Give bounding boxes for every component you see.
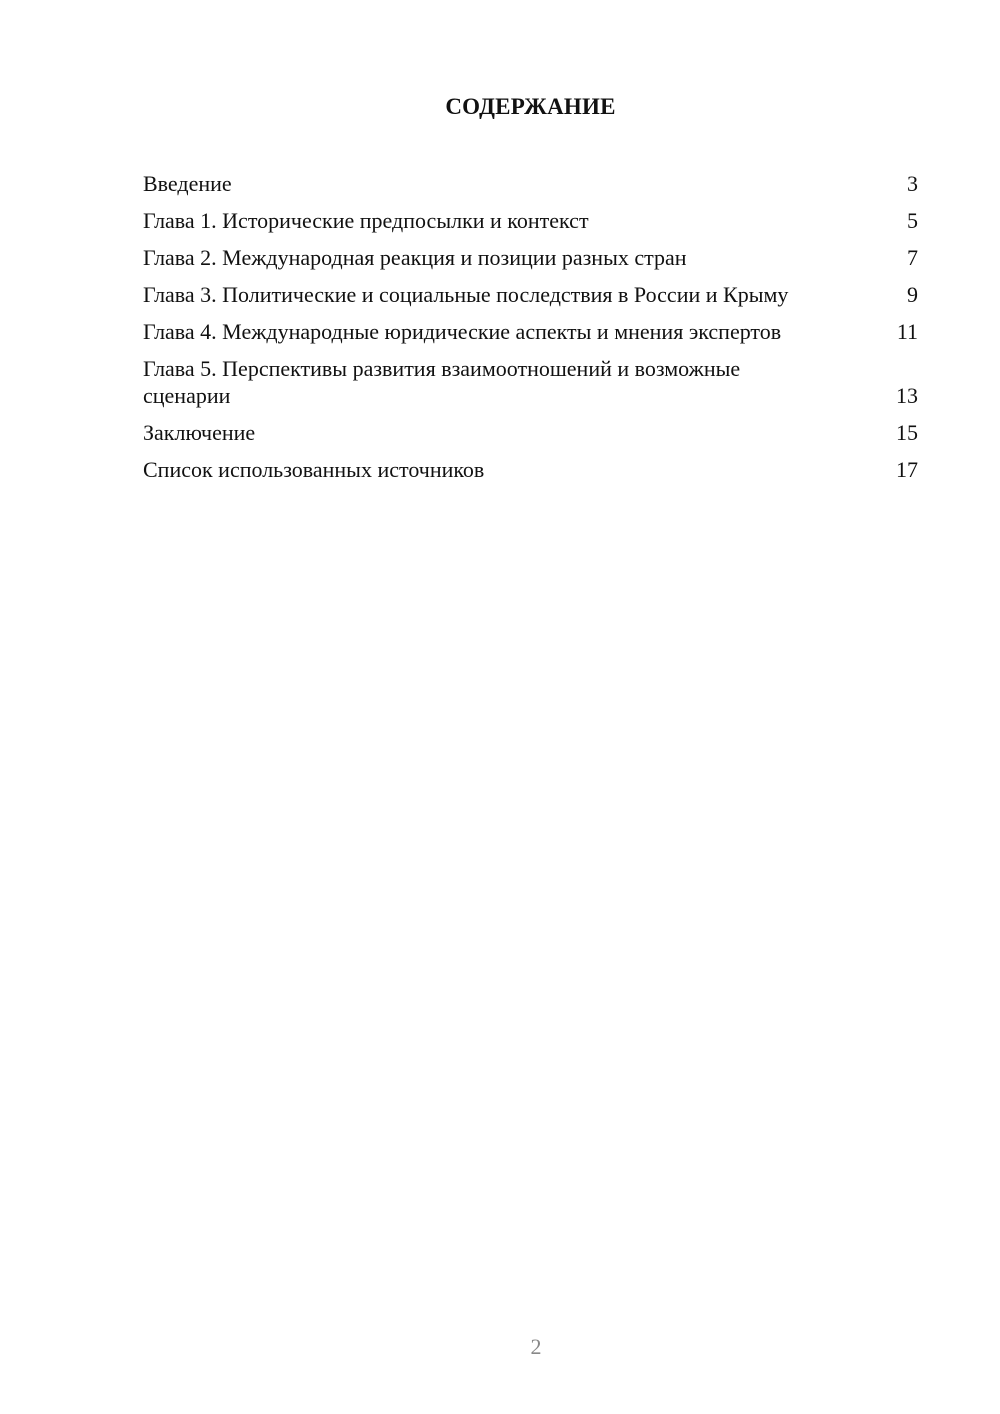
toc-entry-references (143, 456, 918, 483)
page-number: 2 (530, 1334, 542, 1359)
toc-entry-page: 7 (907, 245, 918, 270)
toc-entry-chapter-1 (143, 207, 918, 234)
toc-entry-page: 11 (896, 319, 918, 344)
toc-entry-page: 5 (907, 208, 918, 233)
toc-entry-page: 9 (907, 282, 918, 307)
toc-entry-chapter-4 (143, 318, 918, 345)
toc-entry-page: 3 (907, 171, 918, 196)
toc-entry-text: Глава 1. Исторические предпосылки и контекст (143, 208, 589, 233)
toc-entry-text: Глава 3. Политические и социальные последствия в России и Крыму (143, 282, 789, 307)
toc-entry-page: 17 (896, 457, 918, 482)
toc-entry-page: 13 (896, 383, 918, 408)
toc-entry-conclusion (143, 419, 918, 446)
toc-entry-text: Глава 4. Международные юридические аспекты и мнения экспертов (143, 319, 782, 344)
toc-entry-chapter-2 (143, 244, 918, 271)
toc-entry-page: 15 (896, 420, 918, 445)
toc-title: СОДЕРЖАНИЕ (445, 94, 616, 119)
toc-entry-text: Заключение (143, 420, 256, 445)
toc-entry-introduction (143, 170, 918, 197)
toc-entry-text: Глава 5. Перспективы развития взаимоотношений и возможные сценарии (143, 356, 741, 408)
toc-entry-text: Введение (143, 171, 232, 196)
toc-entry-chapter-5 (143, 355, 918, 409)
toc-entry-text: Глава 2. Международная реакция и позиции разных стран (143, 245, 687, 270)
toc-entry-chapter-3 (143, 281, 918, 308)
toc-entry-text: Список использованных источников (143, 457, 485, 482)
table-of-contents (143, 170, 918, 493)
